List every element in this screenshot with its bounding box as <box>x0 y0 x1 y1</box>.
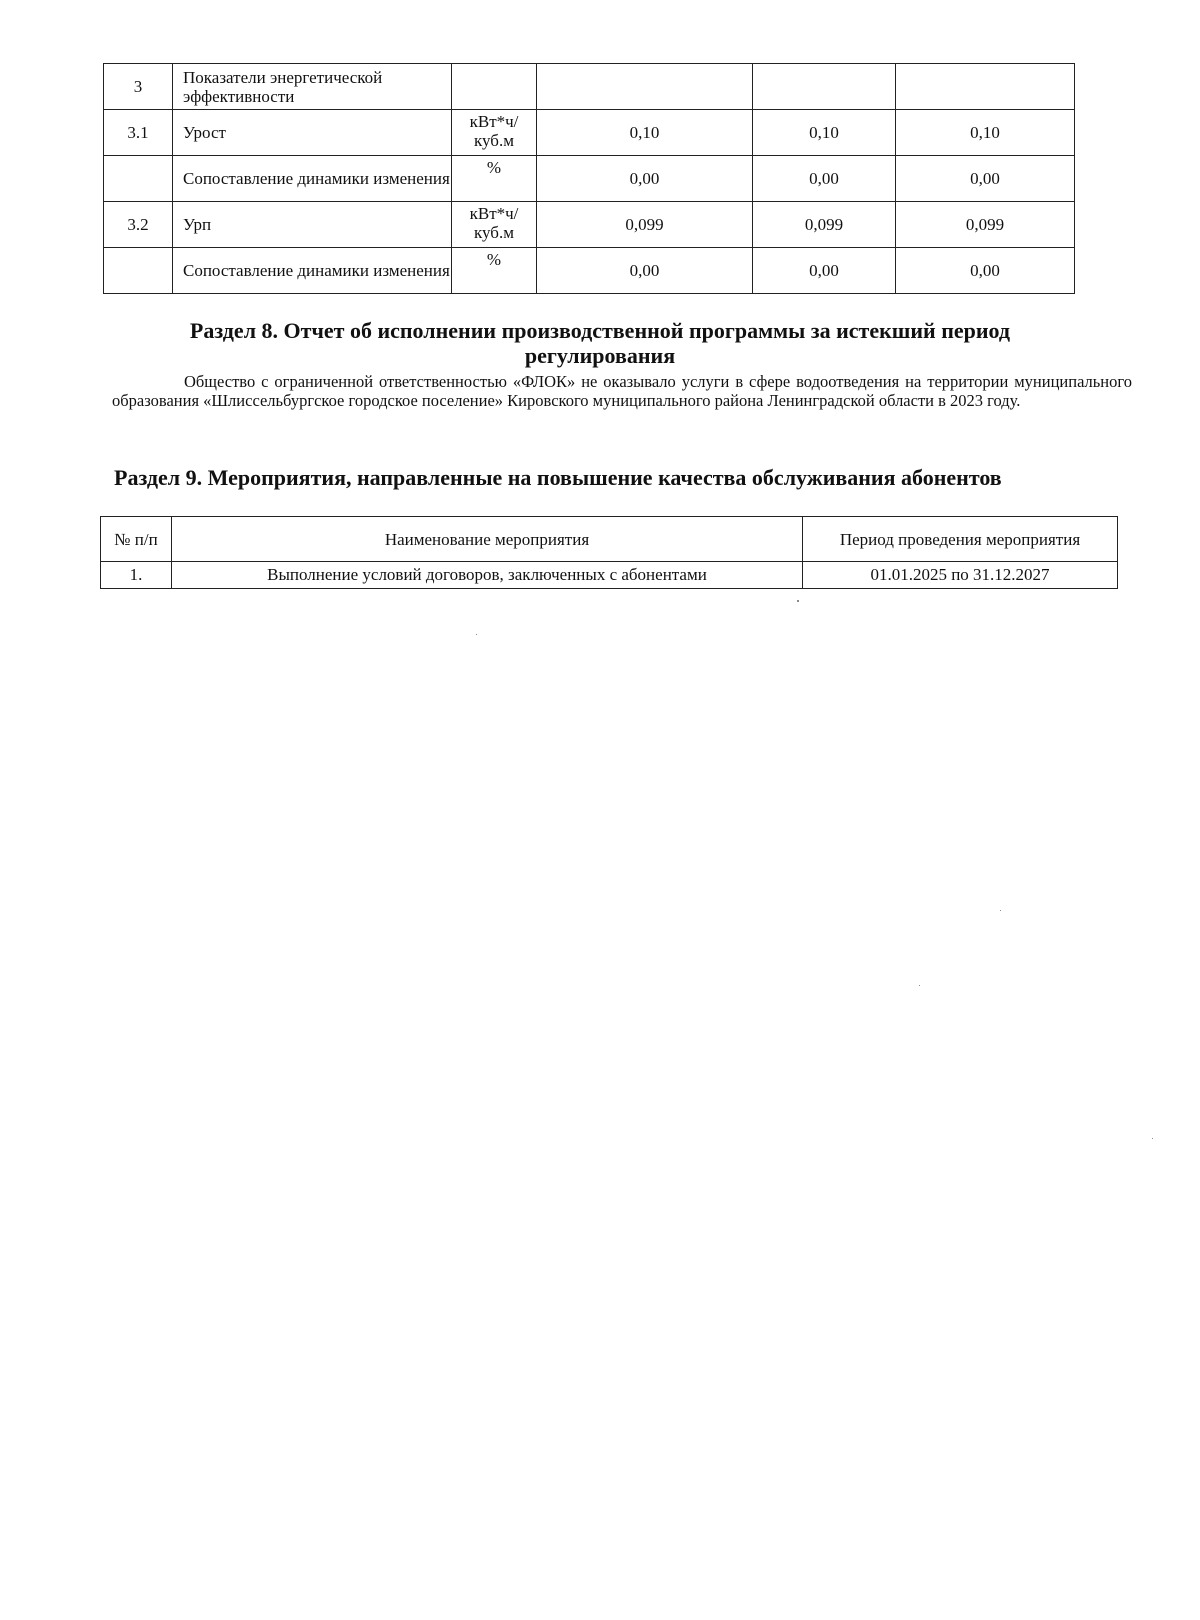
service-quality-measures-table <box>100 516 1118 589</box>
row-number: 3.2 <box>104 202 173 248</box>
row-number: 3 <box>104 64 173 110</box>
row-number <box>104 248 173 294</box>
table-row <box>104 248 1075 294</box>
unit-cell: % <box>452 156 537 202</box>
value-cell: 0,00 <box>537 156 753 202</box>
scan-speck <box>476 634 477 635</box>
table-row <box>104 110 1075 156</box>
value-cell <box>753 64 896 110</box>
indicator-name: Сопоставление динамики изменения <box>173 248 452 294</box>
header-measure-name: Наименование мероприятия <box>172 517 803 562</box>
header-number: № п/п <box>101 517 172 562</box>
table-header-row <box>101 517 1118 562</box>
scan-speck <box>919 985 920 986</box>
table-row <box>101 562 1118 589</box>
indicator-name: Сопоставление динамики изменения <box>173 156 452 202</box>
table-row <box>104 156 1075 202</box>
value-cell <box>896 64 1075 110</box>
value-cell: 0,00 <box>753 248 896 294</box>
scan-speck <box>1000 910 1001 911</box>
value-cell: 0,00 <box>896 156 1075 202</box>
scan-speck <box>1152 1138 1153 1139</box>
table-row <box>104 202 1075 248</box>
section-9-heading: Раздел 9. Мероприятия, направленные на повышение качества обслуживания абонентов <box>114 465 1002 490</box>
section-8-paragraph: Общество с ограниченной ответственностью «ФЛОК» не оказывало услуги в сфере водоотведения на территории муниципального образования «Шлиссельбургское городское поселение» Кировского муниципального района Ленинградской области в 2023 году. <box>112 372 1132 410</box>
unit-cell: кВт*ч/ куб.м <box>452 110 537 156</box>
measure-name: Выполнение условий договоров, заключенных с абонентами <box>172 562 803 589</box>
unit-cell <box>452 64 537 110</box>
value-cell: 0,10 <box>753 110 896 156</box>
value-cell: 0,099 <box>896 202 1075 248</box>
header-period: Период проведения мероприятия <box>803 517 1118 562</box>
indicator-name: Показатели энергетической эффективности <box>173 64 452 110</box>
value-cell: 0,10 <box>537 110 753 156</box>
row-number: 1. <box>101 562 172 589</box>
table-row <box>104 64 1075 110</box>
section-8-heading: Раздел 8. Отчет об исполнении производственной программы за истекший период регулирования <box>189 318 1011 368</box>
row-number: 3.1 <box>104 110 173 156</box>
indicator-name: Урп <box>173 202 452 248</box>
value-cell: 0,00 <box>537 248 753 294</box>
unit-cell: % <box>452 248 537 294</box>
indicator-name: Урост <box>173 110 452 156</box>
value-cell: 0,00 <box>753 156 896 202</box>
row-number <box>104 156 173 202</box>
scan-speck <box>797 600 799 602</box>
measure-period: 01.01.2025 по 31.12.2027 <box>803 562 1118 589</box>
unit-cell: кВт*ч/ куб.м <box>452 202 537 248</box>
energy-efficiency-table <box>103 63 1075 294</box>
value-cell: 0,10 <box>896 110 1075 156</box>
value-cell: 0,00 <box>896 248 1075 294</box>
value-cell: 0,099 <box>537 202 753 248</box>
value-cell <box>537 64 753 110</box>
value-cell: 0,099 <box>753 202 896 248</box>
